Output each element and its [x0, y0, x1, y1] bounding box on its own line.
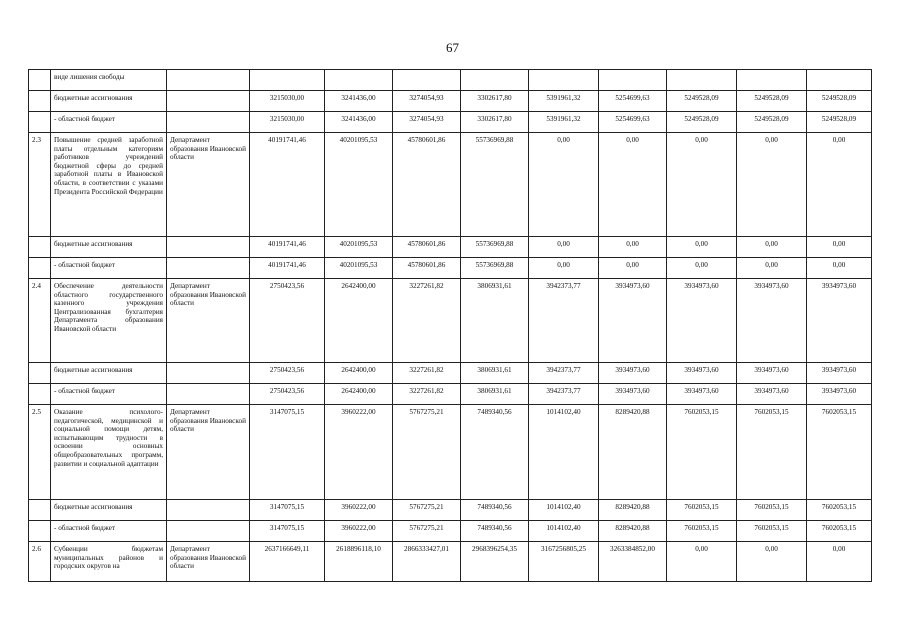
value-cell: 5767275,21	[393, 405, 461, 500]
value-cell: 7602053,15	[807, 521, 872, 542]
value-cell: 3942373,77	[529, 279, 599, 363]
row-number-cell	[29, 237, 51, 258]
value-cell: 0,00	[529, 237, 599, 258]
value-cell: 5249528,09	[737, 112, 807, 133]
value-cell: 0,00	[807, 542, 872, 582]
value-cell: 55736969,88	[461, 258, 529, 279]
value-cell: 7602053,15	[737, 405, 807, 500]
row-name-cell: - областной бюджет	[51, 112, 167, 133]
value-cell: 40201095,53	[325, 258, 393, 279]
row-name-cell: бюджетные ассигнования	[51, 500, 167, 521]
value-cell: 3263384852,00	[599, 542, 667, 582]
value-cell: 3934973,60	[737, 384, 807, 405]
value-cell: 0,00	[529, 258, 599, 279]
value-cell: 0,00	[599, 258, 667, 279]
table-row	[29, 363, 872, 384]
table-row	[29, 542, 872, 582]
row-department-cell: Департамент образования Ивановской области	[167, 405, 250, 500]
value-cell: 3227261,82	[393, 279, 461, 363]
value-cell: 2866333427,01	[393, 542, 461, 582]
value-cell: 3806931,61	[461, 279, 529, 363]
row-name-cell: виде лишения свободы	[51, 70, 167, 91]
value-cell: 2968396254,35	[461, 542, 529, 582]
value-cell	[325, 70, 393, 91]
value-cell: 3934973,60	[667, 279, 737, 363]
value-cell: 0,00	[807, 133, 872, 237]
row-number-cell: 2.6	[29, 542, 51, 582]
value-cell	[250, 70, 325, 91]
value-cell: 3274054,93	[393, 112, 461, 133]
row-name-cell: Субвенции бюджетам муниципальных районов и городских округов на	[51, 542, 167, 582]
row-department-cell	[167, 384, 250, 405]
value-cell: 3960222,00	[325, 521, 393, 542]
value-cell: 7602053,15	[667, 500, 737, 521]
value-cell: 0,00	[737, 133, 807, 237]
value-cell: 40201095,53	[325, 237, 393, 258]
budget-table	[28, 69, 872, 582]
row-department-cell	[167, 500, 250, 521]
value-cell: 40191741,46	[250, 237, 325, 258]
row-name-cell: Оказание психолого-педагогической, медицинской и социальной помощи детям, испытывающим трудности в освоении основных общеобразовательных программ, развитии и социальной адаптации	[51, 405, 167, 500]
row-number-cell: 2.3	[29, 133, 51, 237]
value-cell: 3167256805,25	[529, 542, 599, 582]
value-cell: 2750423,56	[250, 279, 325, 363]
row-department-cell: Департамент образования Ивановской области	[167, 279, 250, 363]
value-cell: 3934973,60	[599, 384, 667, 405]
row-number-cell: 2.4	[29, 279, 51, 363]
value-cell	[807, 70, 872, 91]
value-cell: 7602053,15	[807, 500, 872, 521]
value-cell: 3960222,00	[325, 405, 393, 500]
value-cell: 0,00	[667, 258, 737, 279]
row-number-cell	[29, 363, 51, 384]
value-cell: 0,00	[667, 237, 737, 258]
value-cell: 5391961,32	[529, 91, 599, 112]
value-cell: 3934973,60	[667, 384, 737, 405]
row-department-cell	[167, 363, 250, 384]
row-name-cell: бюджетные ассигнования	[51, 237, 167, 258]
value-cell: 7489340,56	[461, 405, 529, 500]
row-department-cell: Департамент образования Ивановской области	[167, 133, 250, 237]
value-cell: 0,00	[737, 542, 807, 582]
value-cell	[393, 70, 461, 91]
value-cell: 8289420,88	[599, 500, 667, 521]
value-cell: 3934973,60	[807, 363, 872, 384]
row-number-cell: 2.5	[29, 405, 51, 500]
value-cell: 3934973,60	[807, 279, 872, 363]
row-name-cell: бюджетные ассигнования	[51, 363, 167, 384]
row-number-cell	[29, 91, 51, 112]
row-department-cell	[167, 237, 250, 258]
value-cell: 55736969,88	[461, 237, 529, 258]
table-row	[29, 112, 872, 133]
row-department-cell	[167, 258, 250, 279]
value-cell: 3147075,15	[250, 500, 325, 521]
value-cell: 55736969,88	[461, 133, 529, 237]
table-row	[29, 133, 872, 237]
table-row	[29, 258, 872, 279]
value-cell: 3227261,82	[393, 363, 461, 384]
page-number: 67	[446, 40, 459, 55]
value-cell: 5249528,09	[667, 91, 737, 112]
value-cell: 7602053,15	[737, 500, 807, 521]
value-cell: 40201095,53	[325, 133, 393, 237]
table-row	[29, 384, 872, 405]
value-cell: 5249528,09	[737, 91, 807, 112]
value-cell: 2637166649,11	[250, 542, 325, 582]
value-cell: 3934973,60	[599, 279, 667, 363]
value-cell: 3934973,60	[599, 363, 667, 384]
value-cell: 3934973,60	[807, 384, 872, 405]
row-number-cell	[29, 521, 51, 542]
value-cell: 45780601,86	[393, 133, 461, 237]
value-cell: 40191741,46	[250, 258, 325, 279]
value-cell: 7602053,15	[667, 405, 737, 500]
table-row	[29, 91, 872, 112]
row-number-cell	[29, 258, 51, 279]
value-cell: 5249528,09	[667, 112, 737, 133]
value-cell: 5254699,63	[599, 112, 667, 133]
row-number-cell	[29, 70, 51, 91]
value-cell: 3942373,77	[529, 384, 599, 405]
value-cell: 40191741,46	[250, 133, 325, 237]
value-cell: 0,00	[667, 133, 737, 237]
row-name-cell: Повышение средней заработной платы отдельным категориям работников учреждений бюджетной сферы до средней заработной платы в Ивановской области, в соответствии с указами Президента Российской Федерации	[51, 133, 167, 237]
value-cell: 45780601,86	[393, 258, 461, 279]
value-cell: 3227261,82	[393, 384, 461, 405]
value-cell: 3806931,61	[461, 363, 529, 384]
value-cell: 0,00	[667, 542, 737, 582]
value-cell: 3147075,15	[250, 405, 325, 500]
value-cell	[737, 70, 807, 91]
row-department-cell: Департамент образования Ивановской области	[167, 542, 250, 582]
value-cell: 2618896118,10	[325, 542, 393, 582]
value-cell: 7602053,15	[667, 521, 737, 542]
value-cell: 3241436,00	[325, 112, 393, 133]
table-row	[29, 70, 872, 91]
value-cell: 3934973,60	[737, 363, 807, 384]
value-cell: 8289420,88	[599, 521, 667, 542]
row-name-cell: Обеспечение деятельности областного государственного казенного учреждения Централизованная бухгалтерия Департамента образования Ивановской области	[51, 279, 167, 363]
value-cell: 3960222,00	[325, 500, 393, 521]
value-cell: 2750423,56	[250, 363, 325, 384]
value-cell: 3302617,80	[461, 112, 529, 133]
value-cell: 3147075,15	[250, 521, 325, 542]
row-department-cell	[167, 91, 250, 112]
row-department-cell	[167, 112, 250, 133]
value-cell: 1014102,40	[529, 500, 599, 521]
row-department-cell	[167, 70, 250, 91]
value-cell: 0,00	[737, 258, 807, 279]
value-cell: 7489340,56	[461, 521, 529, 542]
value-cell: 0,00	[599, 133, 667, 237]
table-row	[29, 521, 872, 542]
value-cell: 5391961,32	[529, 112, 599, 133]
value-cell: 1014102,40	[529, 405, 599, 500]
row-name-cell: - областной бюджет	[51, 521, 167, 542]
value-cell: 7602053,15	[807, 405, 872, 500]
value-cell: 0,00	[807, 258, 872, 279]
value-cell: 2642400,00	[325, 279, 393, 363]
row-number-cell	[29, 112, 51, 133]
row-number-cell	[29, 500, 51, 521]
value-cell	[667, 70, 737, 91]
value-cell: 2750423,56	[250, 384, 325, 405]
value-cell: 3302617,80	[461, 91, 529, 112]
value-cell: 5254699,63	[599, 91, 667, 112]
value-cell: 0,00	[807, 237, 872, 258]
value-cell	[599, 70, 667, 91]
table-body	[29, 70, 872, 582]
value-cell: 3806931,61	[461, 384, 529, 405]
value-cell: 2642400,00	[325, 384, 393, 405]
value-cell	[461, 70, 529, 91]
row-number-cell	[29, 384, 51, 405]
value-cell: 5249528,09	[807, 91, 872, 112]
value-cell: 0,00	[529, 133, 599, 237]
value-cell: 5767275,21	[393, 500, 461, 521]
row-name-cell: - областной бюджет	[51, 258, 167, 279]
value-cell: 2642400,00	[325, 363, 393, 384]
table-row	[29, 237, 872, 258]
value-cell: 3215030,00	[250, 112, 325, 133]
value-cell	[529, 70, 599, 91]
value-cell: 8289420,88	[599, 405, 667, 500]
value-cell: 1014102,40	[529, 521, 599, 542]
value-cell: 3942373,77	[529, 363, 599, 384]
row-name-cell: - областной бюджет	[51, 384, 167, 405]
row-department-cell	[167, 521, 250, 542]
value-cell: 3215030,00	[250, 91, 325, 112]
value-cell: 3241436,00	[325, 91, 393, 112]
table-row	[29, 500, 872, 521]
value-cell: 0,00	[599, 237, 667, 258]
value-cell: 45780601,86	[393, 237, 461, 258]
value-cell: 5249528,09	[807, 112, 872, 133]
value-cell: 7602053,15	[737, 521, 807, 542]
value-cell: 3934973,60	[737, 279, 807, 363]
value-cell: 3934973,60	[667, 363, 737, 384]
table-row	[29, 405, 872, 500]
value-cell: 0,00	[737, 237, 807, 258]
value-cell: 3274054,93	[393, 91, 461, 112]
row-name-cell: бюджетные ассигнования	[51, 91, 167, 112]
table-row	[29, 279, 872, 363]
value-cell: 7489340,56	[461, 500, 529, 521]
value-cell: 5767275,21	[393, 521, 461, 542]
